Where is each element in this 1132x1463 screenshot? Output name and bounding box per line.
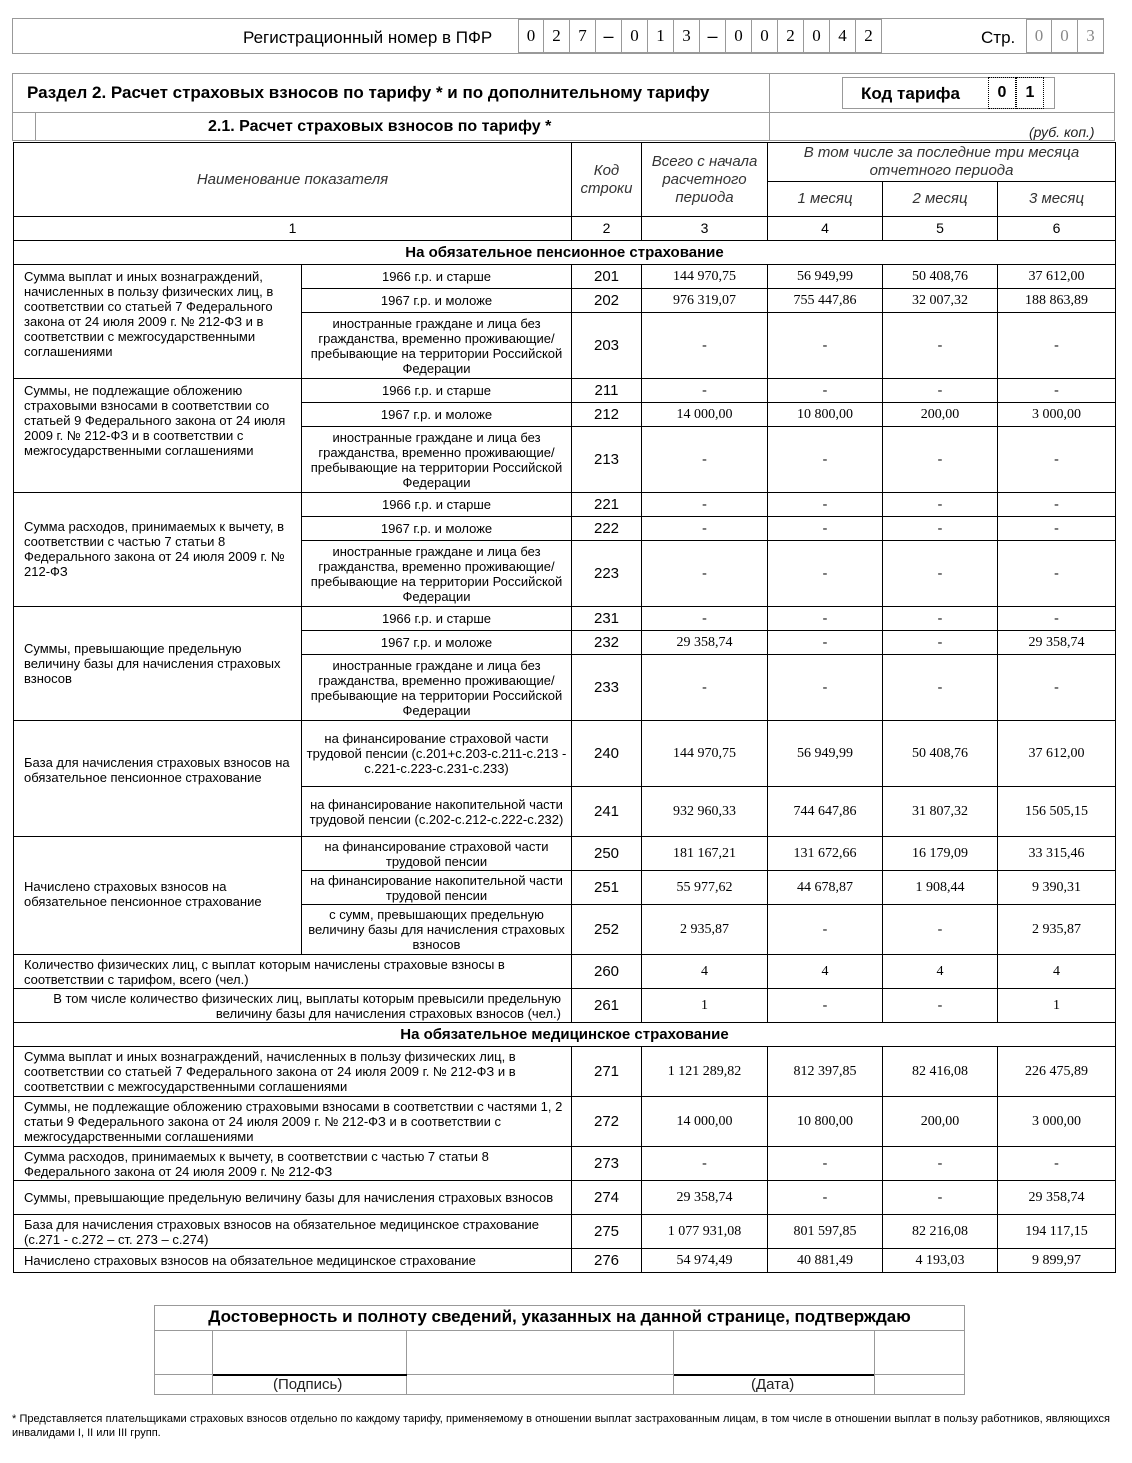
row-sublabel: 1966 г.р. и старше — [302, 607, 572, 631]
row-group-label: База для начисления страховых взносов на обязательное пенсионное страхование — [14, 721, 302, 837]
value-month-1: 4 — [768, 955, 883, 989]
reg-digit: 7 — [570, 19, 596, 53]
value-month-2: - — [883, 631, 998, 655]
value-month-1: - — [768, 427, 883, 493]
value-month-1: - — [768, 989, 883, 1023]
table-row — [14, 989, 1116, 1023]
value-month-3: - — [998, 427, 1116, 493]
confirmation-title: Достоверность и полноту сведений, указанных на данной странице, подтверждаю — [155, 1306, 964, 1331]
pension-section-header: На обязательное пенсионное страхование — [14, 241, 1116, 265]
reg-dash: – — [596, 19, 622, 53]
value-month-3: 33 315,46 — [998, 837, 1116, 871]
units-label: (руб. коп.) — [1029, 124, 1095, 140]
date-label: (Дата) — [751, 1376, 795, 1393]
table-row — [14, 1147, 1116, 1181]
row-code: 261 — [572, 989, 642, 1023]
row-group-label: Сумма выплат и иных вознаграждений, начисленных в пользу физических лиц, в соответствии со статьей 7 Федерального закона от 24 июля 2009 г. № 212-ФЗ и в соответствии с межгосударственными соглашениями — [14, 265, 302, 379]
value-total: 2 935,87 — [642, 905, 768, 955]
column-number: 1 — [14, 217, 572, 241]
value-total: 181 167,21 — [642, 837, 768, 871]
row-code: 223 — [572, 541, 642, 607]
tariff-box — [842, 77, 1055, 109]
value-month-1: - — [768, 631, 883, 655]
row-sublabel: иностранные граждане и лица без гражданства, временно проживающие/пребывающие на территории Российской Федерации — [302, 655, 572, 721]
row-sublabel: на финансирование страховой части трудовой пенсии (с.201+с.203-с.211-с.213 - с.221-с.223-с.231-с.233) — [302, 721, 572, 787]
value-month-2: 1 908,44 — [883, 871, 998, 905]
value-total: 976 319,07 — [642, 289, 768, 313]
header-month-2: 2 месяц — [883, 182, 998, 217]
value-total: 1 — [642, 989, 768, 1023]
value-total: - — [642, 1147, 768, 1181]
value-total: 4 — [642, 955, 768, 989]
header-name: Наименование показателя — [14, 143, 572, 217]
reg-dash: – — [700, 19, 726, 53]
value-month-3: 29 358,74 — [998, 1181, 1116, 1215]
row-label: Начислено страховых взносов на обязательное медицинское страхование — [14, 1249, 572, 1273]
registration-label: Регистрационный номер в ПФР — [243, 28, 493, 47]
value-month-1: - — [768, 541, 883, 607]
value-total: 29 358,74 — [642, 631, 768, 655]
row-group-label: Начислено страховых взносов на обязательное пенсионное страхование — [14, 837, 302, 955]
value-month-1: 744 647,86 — [768, 787, 883, 837]
header-total: Всего с начала расчетного периода — [642, 143, 768, 217]
table-row — [14, 1249, 1116, 1273]
value-total: 1 121 289,82 — [642, 1047, 768, 1097]
value-month-1: 40 881,49 — [768, 1249, 883, 1273]
row-label: Количество физических лиц, с выплат которым начислены страховые взносы в соответствии с тарифом, всего (чел.) — [14, 955, 572, 989]
page-digit: 3 — [1078, 19, 1104, 53]
reg-digit: 2 — [544, 19, 570, 53]
value-month-3: 37 612,00 — [998, 265, 1116, 289]
row-code: 221 — [572, 493, 642, 517]
reg-digit: 2 — [778, 19, 804, 53]
value-month-2: 31 807,32 — [883, 787, 998, 837]
row-code: 202 — [572, 289, 642, 313]
row-group-label: Сумма расходов, принимаемых к вычету, в соответствии с частью 7 статьи 8 Федерального закона от 24 июля 2009 г. № 212-ФЗ — [14, 493, 302, 607]
page-digit: 0 — [1052, 19, 1078, 53]
value-month-3: 37 612,00 — [998, 721, 1116, 787]
row-sublabel: иностранные граждане и лица без гражданства, временно проживающие/пребывающие на территории Российской Федерации — [302, 313, 572, 379]
value-total: 1 077 931,08 — [642, 1215, 768, 1249]
value-total: - — [642, 313, 768, 379]
value-total: - — [642, 427, 768, 493]
row-label: Суммы, не подлежащие обложению страховыми взносами в соответствии с частями 1, 2 статьи 9 Федерального закона от 24 июля 2009 г. № 212-ФЗ и в соответствии с межгосударственными соглашениями — [14, 1097, 572, 1147]
value-month-3: 194 117,15 — [998, 1215, 1116, 1249]
table-row — [14, 1047, 1116, 1097]
value-month-3: - — [998, 541, 1116, 607]
row-code: 240 — [572, 721, 642, 787]
value-total: - — [642, 379, 768, 403]
table-row — [14, 1181, 1116, 1215]
confirmation-box — [154, 1305, 965, 1395]
value-month-1: 56 949,99 — [768, 721, 883, 787]
value-month-2: 82 216,08 — [883, 1215, 998, 1249]
row-sublabel: на финансирование страховой части трудовой пенсии — [302, 837, 572, 871]
value-month-2: - — [883, 607, 998, 631]
value-month-3: - — [998, 493, 1116, 517]
value-month-2: 200,00 — [883, 1097, 998, 1147]
row-code: 232 — [572, 631, 642, 655]
value-month-3: - — [998, 1147, 1116, 1181]
row-code: 276 — [572, 1249, 642, 1273]
value-month-1: - — [768, 607, 883, 631]
value-month-1: 56 949,99 — [768, 265, 883, 289]
value-total: 55 977,62 — [642, 871, 768, 905]
row-code: 222 — [572, 517, 642, 541]
row-code: 212 — [572, 403, 642, 427]
row-group-label: Суммы, не подлежащие обложению страховыми взносами в соответствии со статьей 9 Федерального закона от 24 июля 2009 г. № 212-ФЗ и в соответствии с межгосударственными соглашениями — [14, 379, 302, 493]
row-sublabel: на финансирование накопительной части трудовой пенсии (с.202-с.212-с.222-с.232) — [302, 787, 572, 837]
value-month-3: 29 358,74 — [998, 631, 1116, 655]
value-month-2: 50 408,76 — [883, 265, 998, 289]
row-code: 201 — [572, 265, 642, 289]
row-code: 274 — [572, 1181, 642, 1215]
value-total: 144 970,75 — [642, 265, 768, 289]
row-label: В том числе количество физических лиц, выплаты которым превысили предельную величину базы для начисления страховых взносов (чел.) — [14, 989, 572, 1023]
value-total: 144 970,75 — [642, 721, 768, 787]
value-month-1: - — [768, 655, 883, 721]
value-total: - — [642, 607, 768, 631]
row-sublabel: 1967 г.р. и моложе — [302, 289, 572, 313]
row-code: 251 — [572, 871, 642, 905]
value-month-2: 4 193,03 — [883, 1249, 998, 1273]
value-month-1: 812 397,85 — [768, 1047, 883, 1097]
header-last-three-months: В том числе за последние три месяца отчетного периода — [768, 143, 1116, 182]
header-code: Код строки — [572, 143, 642, 217]
row-code: 273 — [572, 1147, 642, 1181]
row-label: Суммы, превышающие предельную величину базы для начисления страховых взносов — [14, 1181, 572, 1215]
column-number: 6 — [998, 217, 1116, 241]
value-month-2: 16 179,09 — [883, 837, 998, 871]
subsection-title: 2.1. Расчет страховых взносов по тарифу * — [208, 118, 552, 135]
value-month-3: 3 000,00 — [998, 403, 1116, 427]
row-code: 252 — [572, 905, 642, 955]
value-month-2: - — [883, 1181, 998, 1215]
value-month-3: 2 935,87 — [998, 905, 1116, 955]
tariff-label: Код тарифа — [861, 84, 960, 103]
row-sublabel: 1966 г.р. и старше — [302, 493, 572, 517]
value-month-2: 82 416,08 — [883, 1047, 998, 1097]
page-number — [1026, 19, 1104, 53]
column-number: 3 — [642, 217, 768, 241]
value-month-3: 188 863,89 — [998, 289, 1116, 313]
value-month-2: 4 — [883, 955, 998, 989]
value-total: 932 960,33 — [642, 787, 768, 837]
value-month-2: - — [883, 1147, 998, 1181]
signature-label: (Подпись) — [273, 1376, 343, 1393]
table-row — [14, 379, 1116, 403]
reg-digit: 2 — [856, 19, 882, 53]
value-month-2: 32 007,32 — [883, 289, 998, 313]
value-total: - — [642, 517, 768, 541]
column-number: 5 — [883, 217, 998, 241]
header-month-3: 3 месяц — [998, 182, 1116, 217]
value-month-2: - — [883, 379, 998, 403]
row-sublabel: иностранные граждане и лица без гражданства, временно проживающие/пребывающие на территории Российской Федерации — [302, 541, 572, 607]
value-month-3: 1 — [998, 989, 1116, 1023]
row-sublabel: 1967 г.р. и моложе — [302, 517, 572, 541]
value-month-1: - — [768, 313, 883, 379]
value-month-3: 3 000,00 — [998, 1097, 1116, 1147]
reg-digit: 3 — [674, 19, 700, 53]
table-row — [14, 837, 1116, 871]
value-total: 14 000,00 — [642, 1097, 768, 1147]
row-code: 275 — [572, 1215, 642, 1249]
value-month-1: - — [768, 1181, 883, 1215]
value-month-1: - — [768, 517, 883, 541]
table-row — [14, 1215, 1116, 1249]
value-month-1: - — [768, 493, 883, 517]
value-month-3: - — [998, 517, 1116, 541]
value-month-3: 226 475,89 — [998, 1047, 1116, 1097]
value-month-1: 10 800,00 — [768, 1097, 883, 1147]
table-row — [14, 1097, 1116, 1147]
value-month-2: - — [883, 655, 998, 721]
page-digit: 0 — [1026, 19, 1052, 53]
value-month-2: 50 408,76 — [883, 721, 998, 787]
value-month-3: - — [998, 607, 1116, 631]
reg-digit: 1 — [648, 19, 674, 53]
row-code: 260 — [572, 955, 642, 989]
row-sublabel: иностранные граждане и лица без гражданства, временно проживающие/пребывающие на территории Российской Федерации — [302, 427, 572, 493]
registration-number — [518, 19, 882, 53]
row-code: 211 — [572, 379, 642, 403]
table-row — [14, 493, 1116, 517]
value-month-3: - — [998, 313, 1116, 379]
value-month-2: - — [883, 517, 998, 541]
tariff-digit: 1 — [1016, 77, 1044, 109]
value-month-2: - — [883, 493, 998, 517]
row-sublabel: с сумм, превышающих предельную величину базы для начисления страховых взносов — [302, 905, 572, 955]
row-code: 250 — [572, 837, 642, 871]
value-month-3: 9 899,97 — [998, 1249, 1116, 1273]
contributions-table — [13, 142, 1116, 1273]
reg-digit: 0 — [726, 19, 752, 53]
footnote: * Представляется плательщиками страховых взносов отдельно по каждому тарифу, применяемому в отношении выплат застрахованным лицам, в том числе в отношении выплат в пользу работников, являющихся инвалидами I, II или III групп. — [12, 1413, 1110, 1439]
row-label: Сумма расходов, принимаемых к вычету, в соответствии с частью 7 статьи 8 Федерального закона от 24 июля 2009 г. № 212-ФЗ — [14, 1147, 572, 1181]
row-label: Сумма выплат и иных вознаграждений, начисленных в пользу физических лиц, в соответствии со статьей 7 Федерального закона от 24 июля 2009 г. № 212-ФЗ и в соответствии с межгосударственными соглашениями — [14, 1047, 572, 1097]
tariff-digit: 0 — [988, 77, 1016, 109]
value-month-1: 131 672,66 — [768, 837, 883, 871]
reg-digit: 4 — [830, 19, 856, 53]
section-title: Раздел 2. Расчет страховых взносов по тарифу * и по дополнительному тарифу — [27, 83, 710, 102]
column-number: 2 — [572, 217, 642, 241]
value-month-1: 10 800,00 — [768, 403, 883, 427]
row-sublabel: 1966 г.р. и старше — [302, 379, 572, 403]
value-month-2: - — [883, 905, 998, 955]
table-row — [14, 721, 1116, 787]
value-month-3: - — [998, 655, 1116, 721]
value-total: 29 358,74 — [642, 1181, 768, 1215]
value-total: - — [642, 541, 768, 607]
value-total: 14 000,00 — [642, 403, 768, 427]
column-number: 4 — [768, 217, 883, 241]
value-total: - — [642, 655, 768, 721]
value-month-1: - — [768, 905, 883, 955]
value-month-1: 755 447,86 — [768, 289, 883, 313]
reg-digit: 0 — [752, 19, 778, 53]
reg-digit: 0 — [804, 19, 830, 53]
value-month-3: - — [998, 379, 1116, 403]
value-month-2: - — [883, 313, 998, 379]
header-month-1: 1 месяц — [768, 182, 883, 217]
row-code: 272 — [572, 1097, 642, 1147]
row-sublabel: 1967 г.р. и моложе — [302, 631, 572, 655]
value-month-2: 200,00 — [883, 403, 998, 427]
row-label: База для начисления страховых взносов на обязательное медицинское страхование (с.271 - с.272 – ст. 273 – с.274) — [14, 1215, 572, 1249]
value-month-1: - — [768, 1147, 883, 1181]
registration-header — [12, 18, 1104, 54]
row-code: 241 — [572, 787, 642, 837]
row-code: 231 — [572, 607, 642, 631]
table-row — [14, 265, 1116, 289]
reg-digit: 0 — [518, 19, 544, 53]
row-group-label: Суммы, превышающие предельную величину базы для начисления страховых взносов — [14, 607, 302, 721]
row-sublabel: на финансирование накопительной части трудовой пенсии — [302, 871, 572, 905]
table-row — [14, 607, 1116, 631]
section-header — [12, 73, 1115, 141]
value-month-1: 801 597,85 — [768, 1215, 883, 1249]
row-sublabel: 1966 г.р. и старше — [302, 265, 572, 289]
row-code: 233 — [572, 655, 642, 721]
row-code: 213 — [572, 427, 642, 493]
value-month-3: 156 505,15 — [998, 787, 1116, 837]
row-sublabel: 1967 г.р. и моложе — [302, 403, 572, 427]
row-code: 271 — [572, 1047, 642, 1097]
row-code: 203 — [572, 313, 642, 379]
value-month-1: 44 678,87 — [768, 871, 883, 905]
value-month-3: 4 — [998, 955, 1116, 989]
value-month-2: - — [883, 989, 998, 1023]
table-row — [14, 955, 1116, 989]
value-month-1: - — [768, 379, 883, 403]
value-month-2: - — [883, 541, 998, 607]
value-total: 54 974,49 — [642, 1249, 768, 1273]
reg-digit: 0 — [622, 19, 648, 53]
value-month-3: 9 390,31 — [998, 871, 1116, 905]
page-label: Стр. — [981, 28, 1016, 47]
value-total: - — [642, 493, 768, 517]
value-month-2: - — [883, 427, 998, 493]
medical-section-header: На обязательное медицинское страхование — [14, 1023, 1116, 1047]
